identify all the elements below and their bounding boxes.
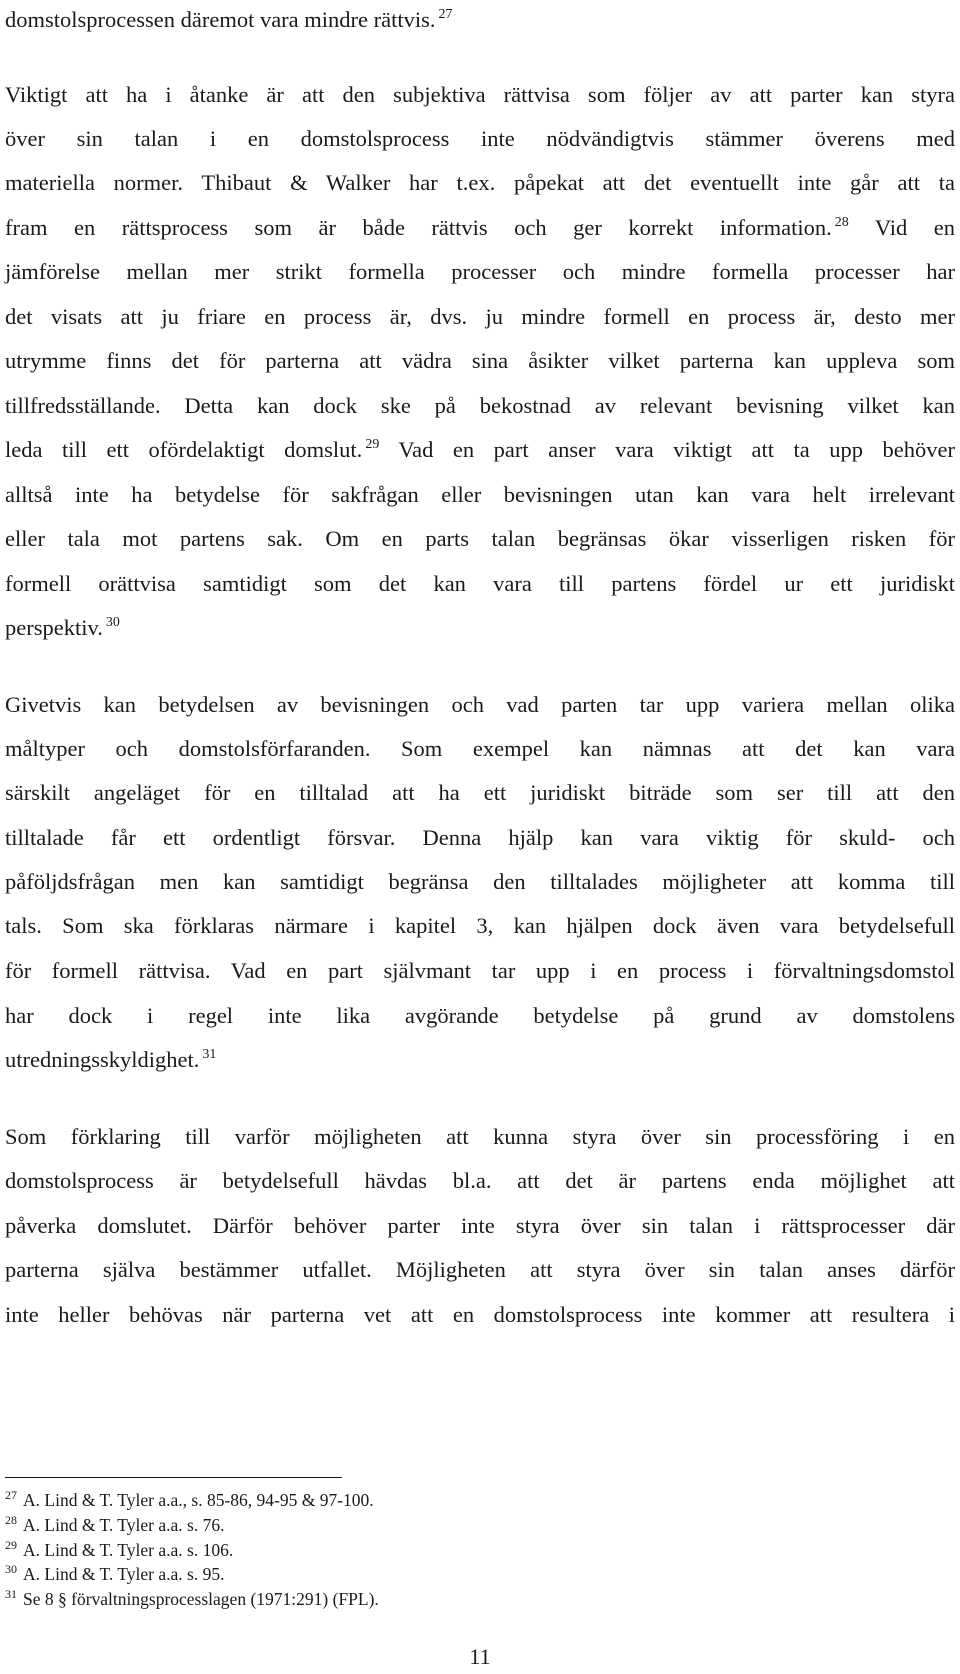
text-segment: måltyper och domstolsförfaranden. Som exempel kan nämnas att det kan vara [5,736,955,761]
footnote-number: 30 [5,1562,17,1576]
footnote-item [5,1563,224,1585]
text-line [5,868,955,896]
text-segment: Givetvis kan betydelsen av bevisningen och vad parten tar upp variera mellan olika [5,692,955,717]
text-line [5,1301,955,1329]
text-line [5,691,955,719]
footnote-number: 28 [5,1513,17,1527]
text-line [5,481,955,509]
text-segment: tilltalade får ett ordentligt försvar. Denna hjälp kan vara viktig för skuld- och [5,825,955,850]
text-line [5,214,955,242]
text-line [5,570,955,598]
text-segment: tillfredsställande. Detta kan dock ske på bekostnad av relevant bevisning vilket kan [5,393,955,418]
text-segment: för formell rättvisa. Vad en part självmant tar upp i en process i förvaltningsdomstol [5,958,955,983]
text-segment: Som förklaring till varför möjligheten att kunna styra över sin processföring i en [5,1124,955,1149]
text-line [5,1002,955,1030]
footnote-number: 31 [5,1587,17,1601]
text-segment: utredningsskyldighet. [5,1047,200,1072]
text-segment: utrymme finns det för parterna att vädra sina åsikter vilket parterna kan uppleva som [5,348,955,373]
text-line [5,1167,955,1195]
text-line [5,824,955,852]
footnote-text: A. Lind & T. Tyler a.a., s. 85-86, 94-95 & 97-100. [23,1490,374,1510]
text-segment: fram en rättsprocess som är både rättvis och ger korrekt information. [5,215,832,240]
text-line [5,735,955,763]
text-segment: det visats att ju friare en process är, dvs. ju mindre formell en process är, desto mer [5,304,955,329]
footnote-reference[interactable]: 27 [438,7,453,22]
footnote-text: Se 8 § förvaltningsprocesslagen (1971:291) (FPL). [23,1589,379,1609]
text-line [5,125,955,153]
text-line [5,436,955,464]
footnote-reference[interactable]: 28 [834,215,849,230]
text-segment: domstolsprocess är betydelsefull hävdas bl.a. att det är partens enda möjlighet att [5,1168,955,1193]
text-segment: leda till ett ofördelaktigt domslut. [5,437,363,462]
footnote-number: 27 [5,1488,17,1502]
text-line [5,912,955,940]
footnote-reference[interactable]: 31 [202,1047,217,1062]
text-line [5,1256,955,1284]
footnote-reference[interactable]: 29 [365,437,380,452]
text-segment: har dock i regel inte lika avgörande betydelse på grund av domstolens [5,1003,955,1028]
footnote-text: A. Lind & T. Tyler a.a. s. 106. [23,1540,234,1560]
text-line [5,1046,955,1074]
text-segment: formell orättvisa samtidigt som det kan vara till partens fördel ur ett juridiskt [5,571,955,596]
text-line [5,957,955,985]
text-line [5,347,955,375]
footnote-number: 29 [5,1538,17,1552]
text-line [5,525,955,553]
text-line [5,614,955,642]
text-segment: Vad en part anser vara viktigt att ta upp behöver [379,437,955,462]
footnote-text: A. Lind & T. Tyler a.a. s. 76. [23,1515,225,1535]
footnote-item [5,1489,374,1511]
text-segment: Viktigt att ha i åtanke är att den subjektiva rättvisa som följer av att parter kan styra [5,82,955,107]
text-segment: Vid en [848,215,955,240]
text-line [5,81,955,109]
text-line [5,1212,955,1240]
text-segment: påverka domslutet. Därför behöver parter inte styra över sin talan i rättsprocesser där [5,1213,955,1238]
text-segment: parterna själva bestämmer utfallet. Möjligheten att styra över sin talan anses därför [5,1257,955,1282]
text-segment: särskilt angeläget för en tilltalad att ha ett juridiskt biträde som ser till att den [5,780,955,805]
text-line [5,258,955,286]
text-line [5,303,955,331]
text-segment: alltså inte ha betydelse för sakfrågan eller bevisningen utan kan vara helt irrelevant [5,482,955,507]
footnote-item [5,1539,233,1561]
text-segment: materiella normer. Thibaut & Walker har t.ex. påpekat att det eventuellt inte går att ta [5,170,955,195]
text-segment: perspektiv. [5,615,103,640]
text-segment: domstolsprocessen däremot vara mindre rättvis. [5,7,436,32]
text-line [5,779,955,807]
footnote-reference[interactable]: 30 [105,615,120,630]
footnote-separator [5,1477,342,1478]
page-number: 11 [469,1644,491,1669]
text-segment: inte heller behövas när parterna vet att en domstolsprocess inte kommer att resultera i [5,1302,955,1327]
text-segment: jämförelse mellan mer strikt formella processer och mindre formella processer har [5,259,955,284]
text-line [5,169,955,197]
footnote-item [5,1588,379,1610]
text-line [5,1123,955,1151]
text-line [5,392,955,420]
footnote-item [5,1514,224,1536]
text-segment: påföljdsfrågan men kan samtidigt begränsa den tilltalades möjligheter att komma till [5,869,955,894]
text-line [5,6,955,34]
text-segment: eller tala mot partens sak. Om en parts talan begränsas ökar visserligen risken för [5,526,955,551]
footnote-text: A. Lind & T. Tyler a.a. s. 95. [23,1564,225,1584]
text-segment: tals. Som ska förklaras närmare i kapitel 3, kan hjälpen dock även vara betydelsefull [5,913,955,938]
text-segment: över sin talan i en domstolsprocess inte nödvändigtvis stämmer överens med [5,126,955,151]
